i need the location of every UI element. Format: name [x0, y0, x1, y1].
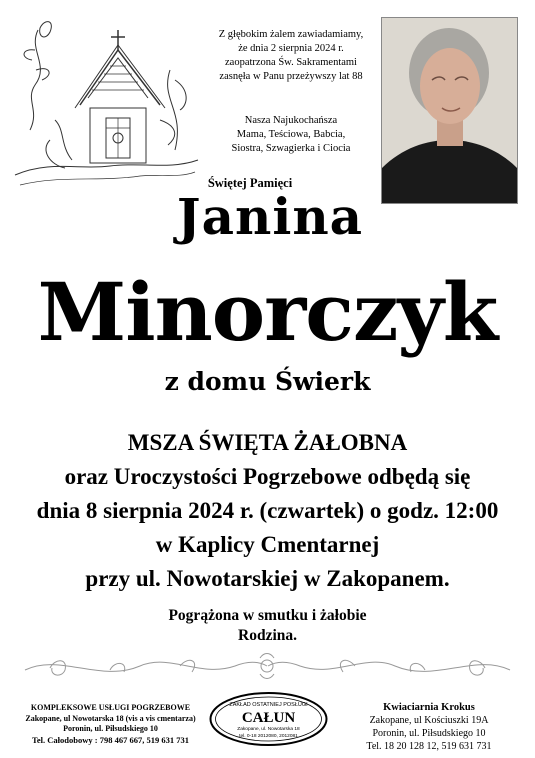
sorrow-line: Rodzina.: [238, 627, 297, 644]
florist-info: [333, 701, 525, 753]
sorrow-line: Pogrążona w smutku i żałobie: [168, 607, 367, 624]
first-name: Janina: [176, 187, 364, 246]
family-signature: [60, 606, 475, 646]
intro-line: Z głębokim żalem zawiadamiamy,: [218, 29, 364, 40]
florist-phone: Tel. 18 20 128 12, 519 631 731: [366, 741, 492, 752]
funeral-service-info: [8, 703, 213, 745]
funeral-line: oraz Uroczystości Pogrzebowe odbędą się: [64, 464, 471, 489]
intro-line: zasnęła w Panu przeżywszy lat 88: [219, 71, 363, 82]
family-line: Siostra, Szwagierka i Ciocia: [231, 143, 351, 154]
funeral-line: w Kaplicy Cmentarnej: [155, 532, 380, 557]
service-phone: Tel. Całodobowy : 798 467 667, 519 631 731: [32, 734, 189, 745]
family-relation-text: [205, 114, 377, 156]
florist-address: Poronin, ul. Piłsudskiego 10: [372, 728, 486, 739]
floral-divider: [20, 648, 515, 684]
memory-label: Świętej Pamięci: [207, 176, 293, 190]
service-address: Poronin, ul. Piłsudskiego 10: [63, 724, 158, 733]
florist-address: Zakopane, ul Kościuszki 19A: [369, 715, 489, 726]
portrait-photo: [381, 17, 518, 204]
last-name: Minorczyk: [37, 265, 498, 359]
chapel-illustration: [10, 10, 200, 195]
logo-top-text: ZAKŁAD OSTATNIEJ POSŁUGI: [229, 702, 308, 708]
logo-address: Zakopane, ul. Nowotarska 18: [237, 727, 300, 732]
intro-line: że dnia 2 sierpnia 2024 r.: [238, 43, 344, 54]
family-line: Nasza Najukochańsza: [244, 115, 338, 126]
logo-phone: tel. 0-18 2012080, 2012081: [239, 734, 298, 739]
logo-name: CAŁUN: [241, 710, 296, 726]
maiden-name: z domu Świerk: [164, 367, 371, 396]
funeral-line: przy ul. Nowotarskiej w Zakopanem.: [85, 566, 450, 591]
funeral-details: [10, 426, 525, 596]
funeral-line: dnia 8 sierpnia 2024 r. (czwartek) o godz. 12:00: [36, 498, 499, 523]
florist-title: Kwiaciarnia Krokus: [383, 702, 475, 713]
intro-line: zaopatrzona Św. Sakramentami: [225, 57, 357, 68]
family-line: Mama, Teściowa, Babcia,: [236, 129, 346, 140]
service-address: Zakopane, ul Nowotarska 18 (vis a vis cmentarza): [25, 713, 196, 723]
service-title: KOMPLEKSOWE USŁUGI POGRZEBOWE: [30, 703, 191, 712]
calun-logo: [207, 690, 330, 748]
funeral-line: MSZA ŚWIĘTA ŻAŁOBNA: [127, 430, 408, 455]
announcement-text: [205, 28, 377, 84]
